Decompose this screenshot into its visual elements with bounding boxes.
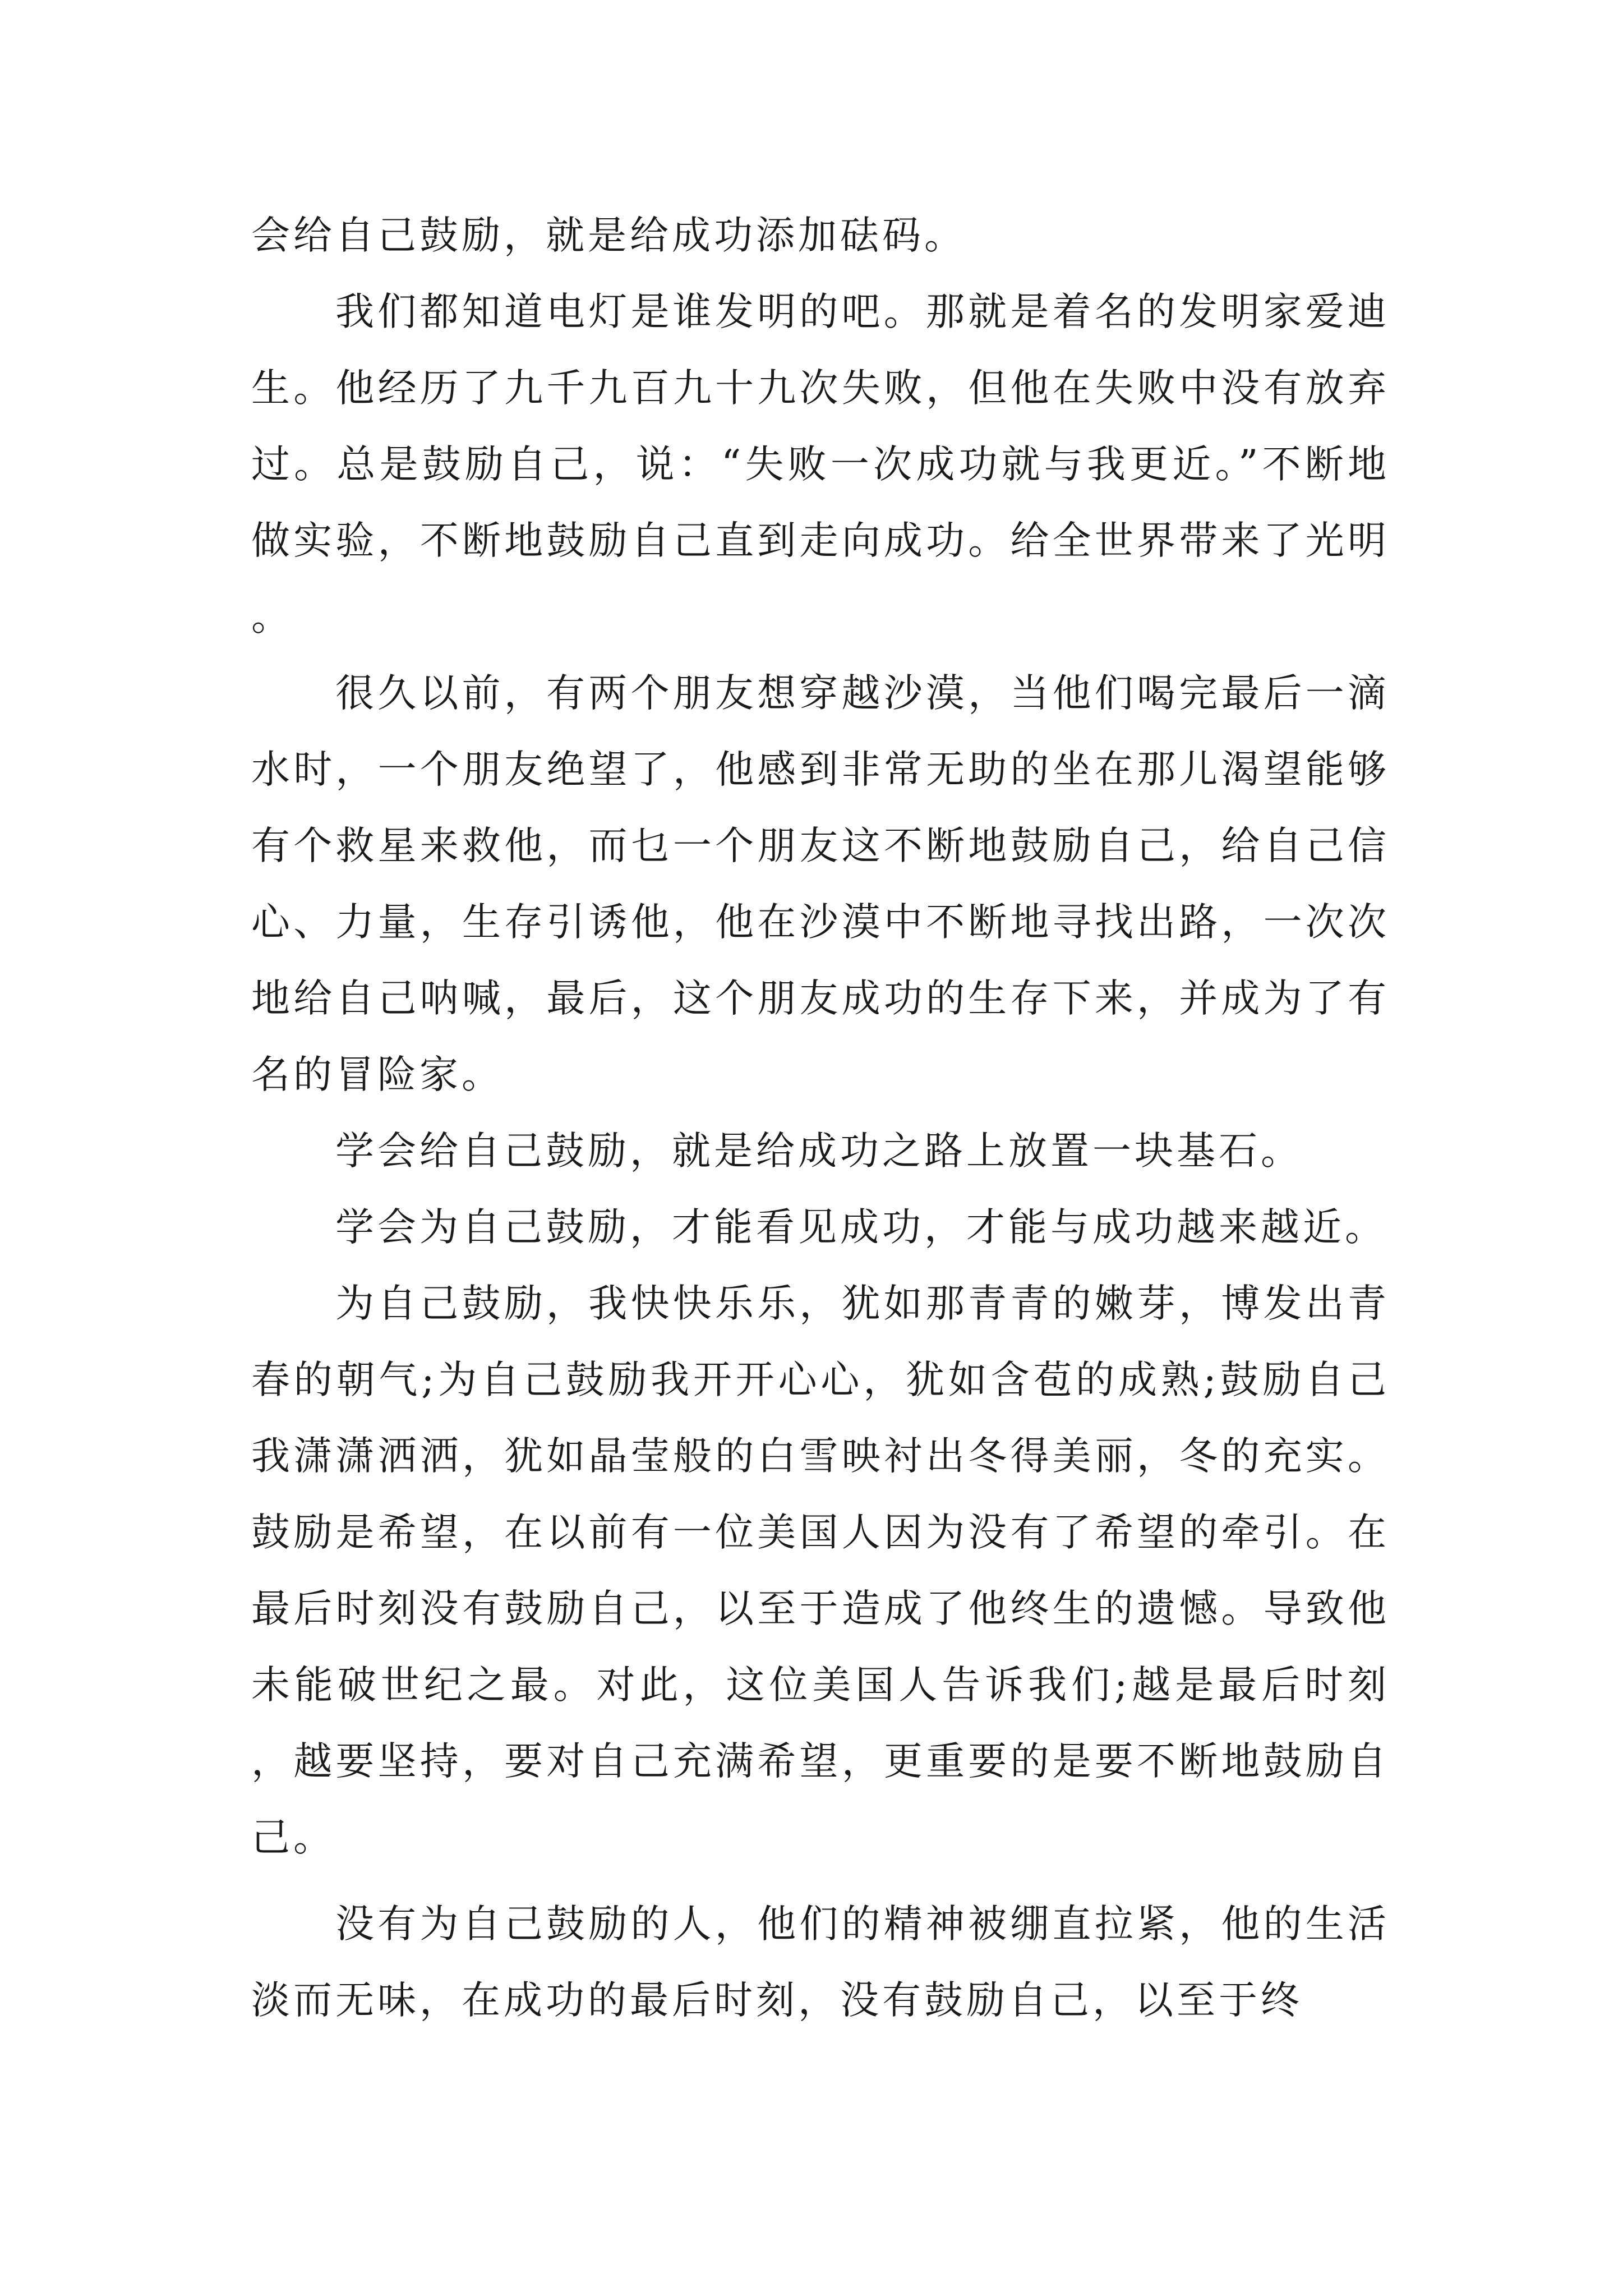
paragraph-closer-to-success: 学会为自己鼓励，才能看见成功，才能与成功越来越近。: [335, 1205, 1387, 1250]
body-text: [251, 197, 1390, 2039]
paragraph-no-encouragement: 没有为自己鼓励的人，他们的精神被绷直拉紧，他的生活淡而无味，在成功的最后时刻，没有鼓励自己，以至于终: [251, 1902, 1390, 2023]
paragraph-continued: 会给自己鼓励，就是给成功添加砝码。: [251, 213, 966, 258]
paragraph-cornerstone: 学会给自己鼓励，就是给成功之路上放置一块基石。: [335, 1129, 1303, 1174]
paragraph-edison: 我们都知道电灯是谁发明的吧。那就是着名的发明家爱迪生。他经历了九千九百九十九次失败，但他在失败中没有放弃过。总是鼓励自己，说：“失败一次成功就与我更近。”不断地做实验，不断地鼓励自己直到走向成功。给全世界带来了光明。: [251, 289, 1390, 639]
paragraph-desert: 很久以前，有两个朋友想穿越沙漠，当他们喝完最后一滴水时，一个朋友绝望了，他感到非常无助的坐在那儿渴望能够有个救星来救他，而乜一个朋友这不断地鼓励自己，给自己信心、力量，生存引诱他，他在沙漠中不断地寻找出路，一次次地给自己呐喊，最后，这个朋友成功的生存下来，并成为了有名的冒险家。: [251, 671, 1390, 1097]
paragraph-hope: 为自己鼓励，我快快乐乐，犹如那青青的嫩芽，博发出青春的朝气;为自己鼓励我开开心心，犹如含苞的成熟;鼓励自己我潇潇洒洒，犹如晶莹般的白雪映衬出冬得美丽，冬的充实。鼓励是希望，在以前有一位美国人因为没有了希望的牵引。在最后时刻没有鼓励自己，以至于造成了他终生的遗憾。导致他未能破世纪之最。对此，这位美国人告诉我们;越是最后时刻，越要坚持，要对自己充满希望，更重要的是要不断地鼓励自己。: [251, 1281, 1390, 1860]
